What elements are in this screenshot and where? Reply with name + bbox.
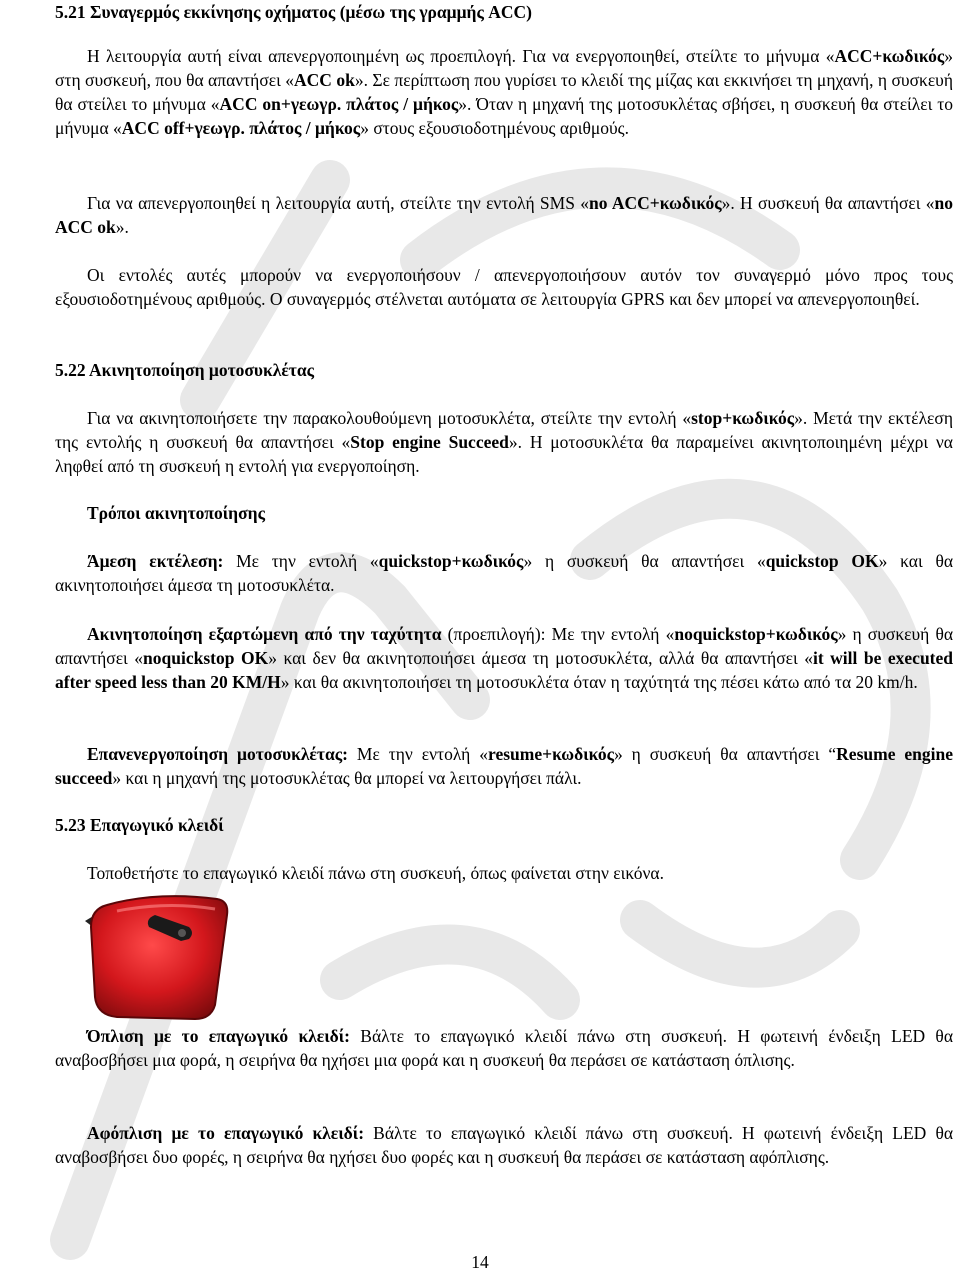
section-5-21-paragraph-2: Για να απενεργοποιηθεί η λειτουργία αυτή, στείλτε την εντολή SMS «no ACC+κωδικός». Η συσκευή θα απαντήσει «no ACC ok». (55, 193, 953, 237)
section-5-22-paragraph-1: Για να ακινητοποιήσετε την παρακολουθούμενη μοτοσυκλέτα, στείλτε την εντολή «stop+κωδικός». Μετά την εκτέλεση της εντολής η συσκευή θα απαντήσει «Stop engine Succeed». Η μοτοσυκλέτα θα παραμείνει ακινητοποιημένη μέχρι να ληφθεί από τη συσκευή η εντολή για ενεργοποίηση. (55, 408, 953, 476)
section-5-21-heading: 5.21 Συναγερμός εκκίνησης οχήματος (μέσω της γραμμής ACC) (55, 2, 532, 22)
immobilization-modes-subheading: Τρόποι ακινητοποίησης (87, 503, 265, 523)
speed-dependent-paragraph: Ακινητοποίηση εξαρτώμενη από την ταχύτητα (προεπιλογή): Με την εντολή «noquickstop+κωδικός» η συσκευή θα απαντήσει «noquickstop OK» και δεν θα ακινητοποιήσει άμεσα τη μοτοσυκλέτα, αλλά θα απαντήσει «it will be executed after speed less than 20 KM/H» και θα ακινητοποιήσει τη μοτοσυκλέτα όταν η ταχύτητά της πέσει κάτω από τα 20 km/h. (55, 624, 954, 692)
section-5-23-paragraph-1: Τοποθετήστε το επαγωγικό κλειδί πάνω στη συσκευή, όπως φαίνεται στην εικόνα. (87, 863, 664, 883)
page-number: 14 (471, 1252, 489, 1272)
section-5-23-heading: 5.23 Επαγωγικό κλειδί (55, 815, 224, 835)
arming-paragraph: Όπλιση με το επαγωγικό κλειδί: Βάλτε το επαγωγικό κλειδί πάνω στη συσκευή. Η φωτεινή ένδειξη LED θα αναβοσβήσει μια φορά, η σειρήνα θα ηχήσει μια φορά και η συσκευή θα περάσει σε κατάσταση όπλισης. (55, 1026, 953, 1070)
immediate-execution-paragraph: Άμεση εκτέλεση: Με την εντολή «quickstop+κωδικός» η συσκευή θα απαντήσει «quickstop OK» και θα ακινητοποιήσει άμεσα τη μοτοσυκλέτα. (55, 551, 953, 595)
section-5-22-heading: 5.22 Ακινητοποίηση μοτοσυκλέτας (55, 360, 315, 380)
section-5-21-paragraph-3: Οι εντολές αυτές μπορούν να ενεργοποιήσουν / απενεργοποιήσουν αυτόν τον συναγερμό μόνο προς τους εξουσιοδοτημένους αριθμούς. Ο συναγερμός στέλνεται αυτόματα σε λειτουργία GPRS και δεν μπορεί να απενεργοποιηθεί. (55, 265, 953, 309)
device-with-key-image (77, 887, 237, 1027)
disarming-paragraph: Αφόπλιση με το επαγωγικό κλειδί: Βάλτε το επαγωγικό κλειδί πάνω στη συσκευή. Η φωτεινή ένδειξη LED θα αναβοσβήσει δυο φορές, η σειρήνα θα ηχήσει δυο φορές και η συσκευή θα περάσει σε κατάσταση αφόπλισης. (55, 1123, 953, 1167)
section-5-21-paragraph-1: Η λειτουργία αυτή είναι απενεργοποιημένη ως προεπιλογή. Για να ενεργοποιηθεί, στείλτε το μήνυμα «ACC+κωδικός» στη συσκευή, που θα απαντήσει «ACC ok». Σε περίπτωση που γυρίσει το κλειδί της μίζας και εκκινήσει τη μηχανή, η συσκευή θα στείλει το μήνυμα «ACC on+γεωγρ. πλάτος / μήκος». Όταν η μηχανή της μοτοσυκλέτας σβήσει, η συσκευή θα στείλει το μήνυμα «ACC off+γεωγρ. πλάτος / μήκος» στους εξουσιοδοτημένους αριθμούς. (55, 46, 954, 138)
reactivation-paragraph: Επανενεργοποίηση μοτοσυκλέτας: Με την εντολή «resume+κωδικός» η συσκευή θα απαντήσει “Resume engine succeed» και η μηχανή της μοτοσυκλέτας θα μπορεί να λειτουργήσει πάλι. (55, 744, 954, 788)
